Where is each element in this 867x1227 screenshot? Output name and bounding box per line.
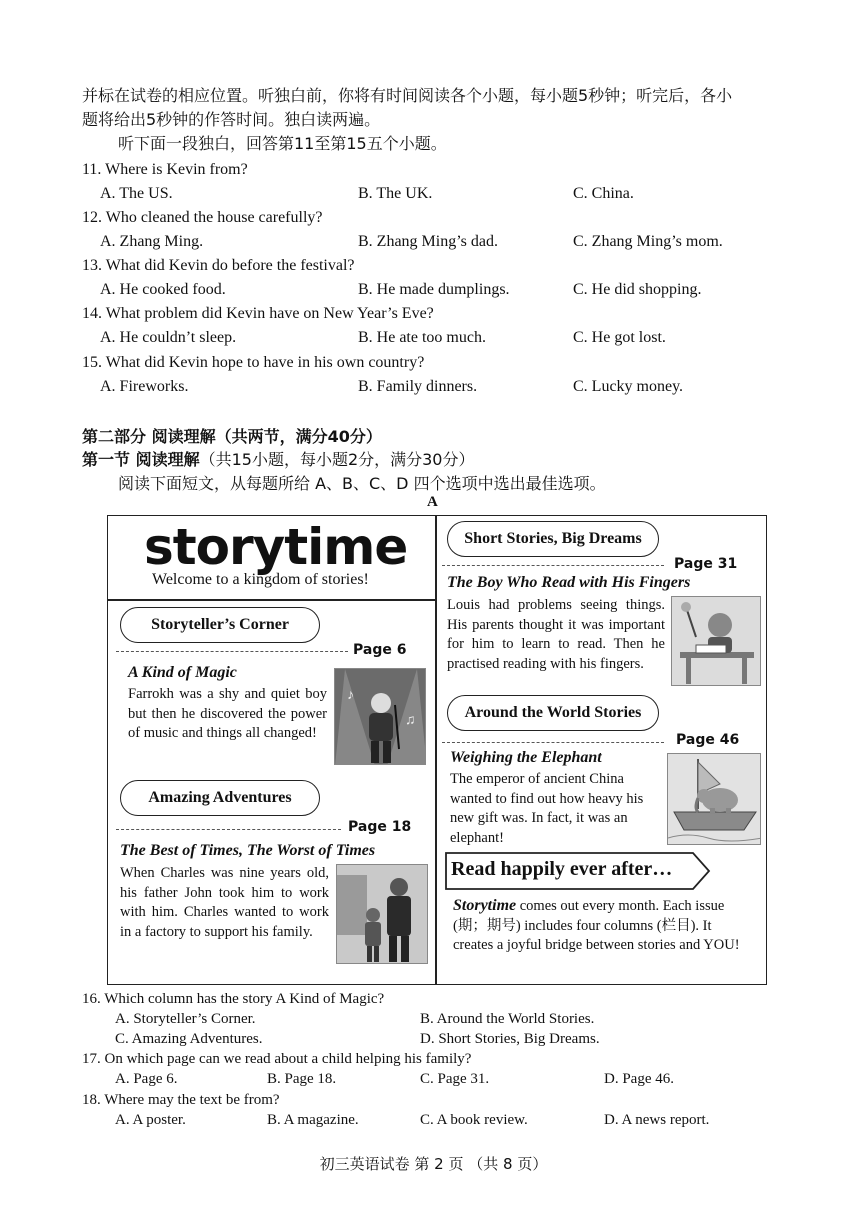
page-footer: 初三英语试卷 第 2 页 （共 8 页） <box>319 1155 548 1173</box>
option-16a: A. Storyteller’s Corner. <box>115 1011 256 1027</box>
story-text-best-of-times: When Charles was nine years old, his father John took him to work with him. Charles wanted to work in a factory to support his family. <box>120 865 329 940</box>
option-17c: C. Page 31. <box>420 1071 490 1087</box>
story-title-best-of-times: The Best of Times, The Worst of Times <box>120 842 376 859</box>
svg-text:♪: ♪ <box>347 688 354 703</box>
question-18: 18. Where may the text be from? <box>82 1092 280 1108</box>
dashed-divider <box>442 742 664 743</box>
option-15b: B. Family dinners. <box>358 378 478 395</box>
option-15c: C. Lucky money. <box>573 378 684 395</box>
option-17a: A. Page 6. <box>115 1071 178 1087</box>
option-16b: B. Around the World Stories. <box>420 1011 595 1027</box>
section1-title: 第一节 阅读理解 <box>82 450 200 469</box>
part2-heading: 第二部分 阅读理解（共两节，满分40分） <box>82 427 382 446</box>
story-text-weighing-the-elephant: The emperor of ancient China wanted to find out how heavy his new gift was. In fact, it was an elephant! <box>450 771 644 846</box>
option-12b: B. Zhang Ming’s dad. <box>358 233 498 250</box>
logo-divider <box>108 599 435 601</box>
option-12c: C. Zhang Ming’s mom. <box>573 233 723 250</box>
option-14a: A. He couldn’t sleep. <box>100 329 237 346</box>
svg-text:♫: ♫ <box>405 713 416 728</box>
page-label-46: Page 46 <box>676 732 740 748</box>
option-12a: A. Zhang Ming. <box>100 233 204 250</box>
question-14: 14. What problem did Kevin have on New Year’s Eve? <box>82 305 434 322</box>
option-13c: C. He did shopping. <box>573 281 702 298</box>
storytime-description-text: comes out every month. Each issue (期；期号) includes four columns (栏目). It creates a joyful bridge between stories and YOU! <box>453 898 740 953</box>
page-label-18: Page 18 <box>348 819 412 835</box>
option-13b: B. He made dumplings. <box>358 281 510 298</box>
option-18c: C. A book review. <box>420 1112 528 1128</box>
story-text-a-kind-of-magic: Farrokh was a shy and quiet boy but then he discovered the power of music and things all changed! <box>128 686 327 741</box>
storytime-title: Storytime <box>453 897 517 914</box>
storytime-description <box>453 896 749 956</box>
column-label-storytellers-corner: Storyteller’s Corner <box>120 607 320 643</box>
question-12: 12. Who cleaned the house carefully? <box>82 209 323 226</box>
page-label-31: Page 31 <box>674 556 738 572</box>
option-18d: D. A news report. <box>604 1112 710 1128</box>
option-14b: B. He ate too much. <box>358 329 486 346</box>
option-11a: A. The US. <box>100 185 173 202</box>
option-15a: A. Fireworks. <box>100 378 189 395</box>
column-divider <box>435 516 437 984</box>
option-18a: A. A poster. <box>115 1112 186 1128</box>
option-16c: C. Amazing Adventures. <box>115 1031 263 1047</box>
reading-instruction: 阅读下面短文，从每题所给 A、B、C、D 四个选项中选出最佳选项。 <box>118 474 606 493</box>
elephant-on-boat-image <box>667 753 761 845</box>
intro-line-1: 并标在试卷的相应位置。听独白前，你将有时间阅读各个小题，每小题5秒钟；听完后，各小 <box>82 86 733 105</box>
question-15: 15. What did Kevin hope to have in his own country? <box>82 354 425 371</box>
father-and-son-factory-image <box>336 864 428 964</box>
banner-text: Read happily ever after… <box>451 858 673 880</box>
dashed-divider <box>442 565 664 566</box>
story-title-boy-who-read: The Boy Who Read with His Fingers <box>447 574 691 591</box>
question-13: 13. What did Kevin do before the festival? <box>82 257 355 274</box>
passage-label: A <box>427 494 438 510</box>
option-16d: D. Short Stories, Big Dreams. <box>420 1031 600 1047</box>
storytime-logo: storytime <box>144 518 408 576</box>
magazine-contents-page <box>107 515 767 985</box>
section1-heading <box>82 447 474 470</box>
intro-line-3: 听下面一段独白，回答第11至第15五个小题。 <box>118 134 447 153</box>
boy-reading-image <box>671 596 761 686</box>
section1-scoring: （共15小题，每小题2分，满分30分） <box>199 450 475 469</box>
welcome-text: Welcome to a kingdom of stories! <box>152 571 369 588</box>
option-17d: D. Page 46. <box>604 1071 674 1087</box>
question-16: 16. Which column has the story A Kind of Magic? <box>82 991 385 1007</box>
option-18b: B. A magazine. <box>267 1112 359 1128</box>
option-11c: C. China. <box>573 185 634 202</box>
question-11: 11. Where is Kevin from? <box>82 161 248 178</box>
story-title-a-kind-of-magic: A Kind of Magic <box>128 664 237 681</box>
singer-on-stage-image <box>334 668 426 765</box>
column-label-around-the-world-stories: Around the World Stories <box>447 695 659 731</box>
dashed-divider <box>116 651 348 652</box>
dashed-divider <box>116 829 341 830</box>
question-17: 17. On which page can we read about a child helping his family? <box>82 1051 472 1067</box>
column-label-short-stories-big-dreams: Short Stories, Big Dreams <box>447 521 659 557</box>
option-17b: B. Page 18. <box>267 1071 337 1087</box>
story-title-weighing-the-elephant: Weighing the Elephant <box>450 749 602 766</box>
option-11b: B. The UK. <box>358 185 433 202</box>
page-label-6: Page 6 <box>353 642 407 658</box>
story-text-boy-who-read: Louis had problems seeing things. His parents thought it was important for him to learn to read. Then he practised reading with his fingers. <box>447 597 665 672</box>
column-label-amazing-adventures: Amazing Adventures <box>120 780 320 816</box>
read-happily-banner <box>445 852 711 890</box>
option-13a: A. He cooked food. <box>100 281 226 298</box>
intro-line-2: 题将给出5秒钟的作答时间。独白读两遍。 <box>82 110 381 129</box>
option-14c: C. He got lost. <box>573 329 666 346</box>
